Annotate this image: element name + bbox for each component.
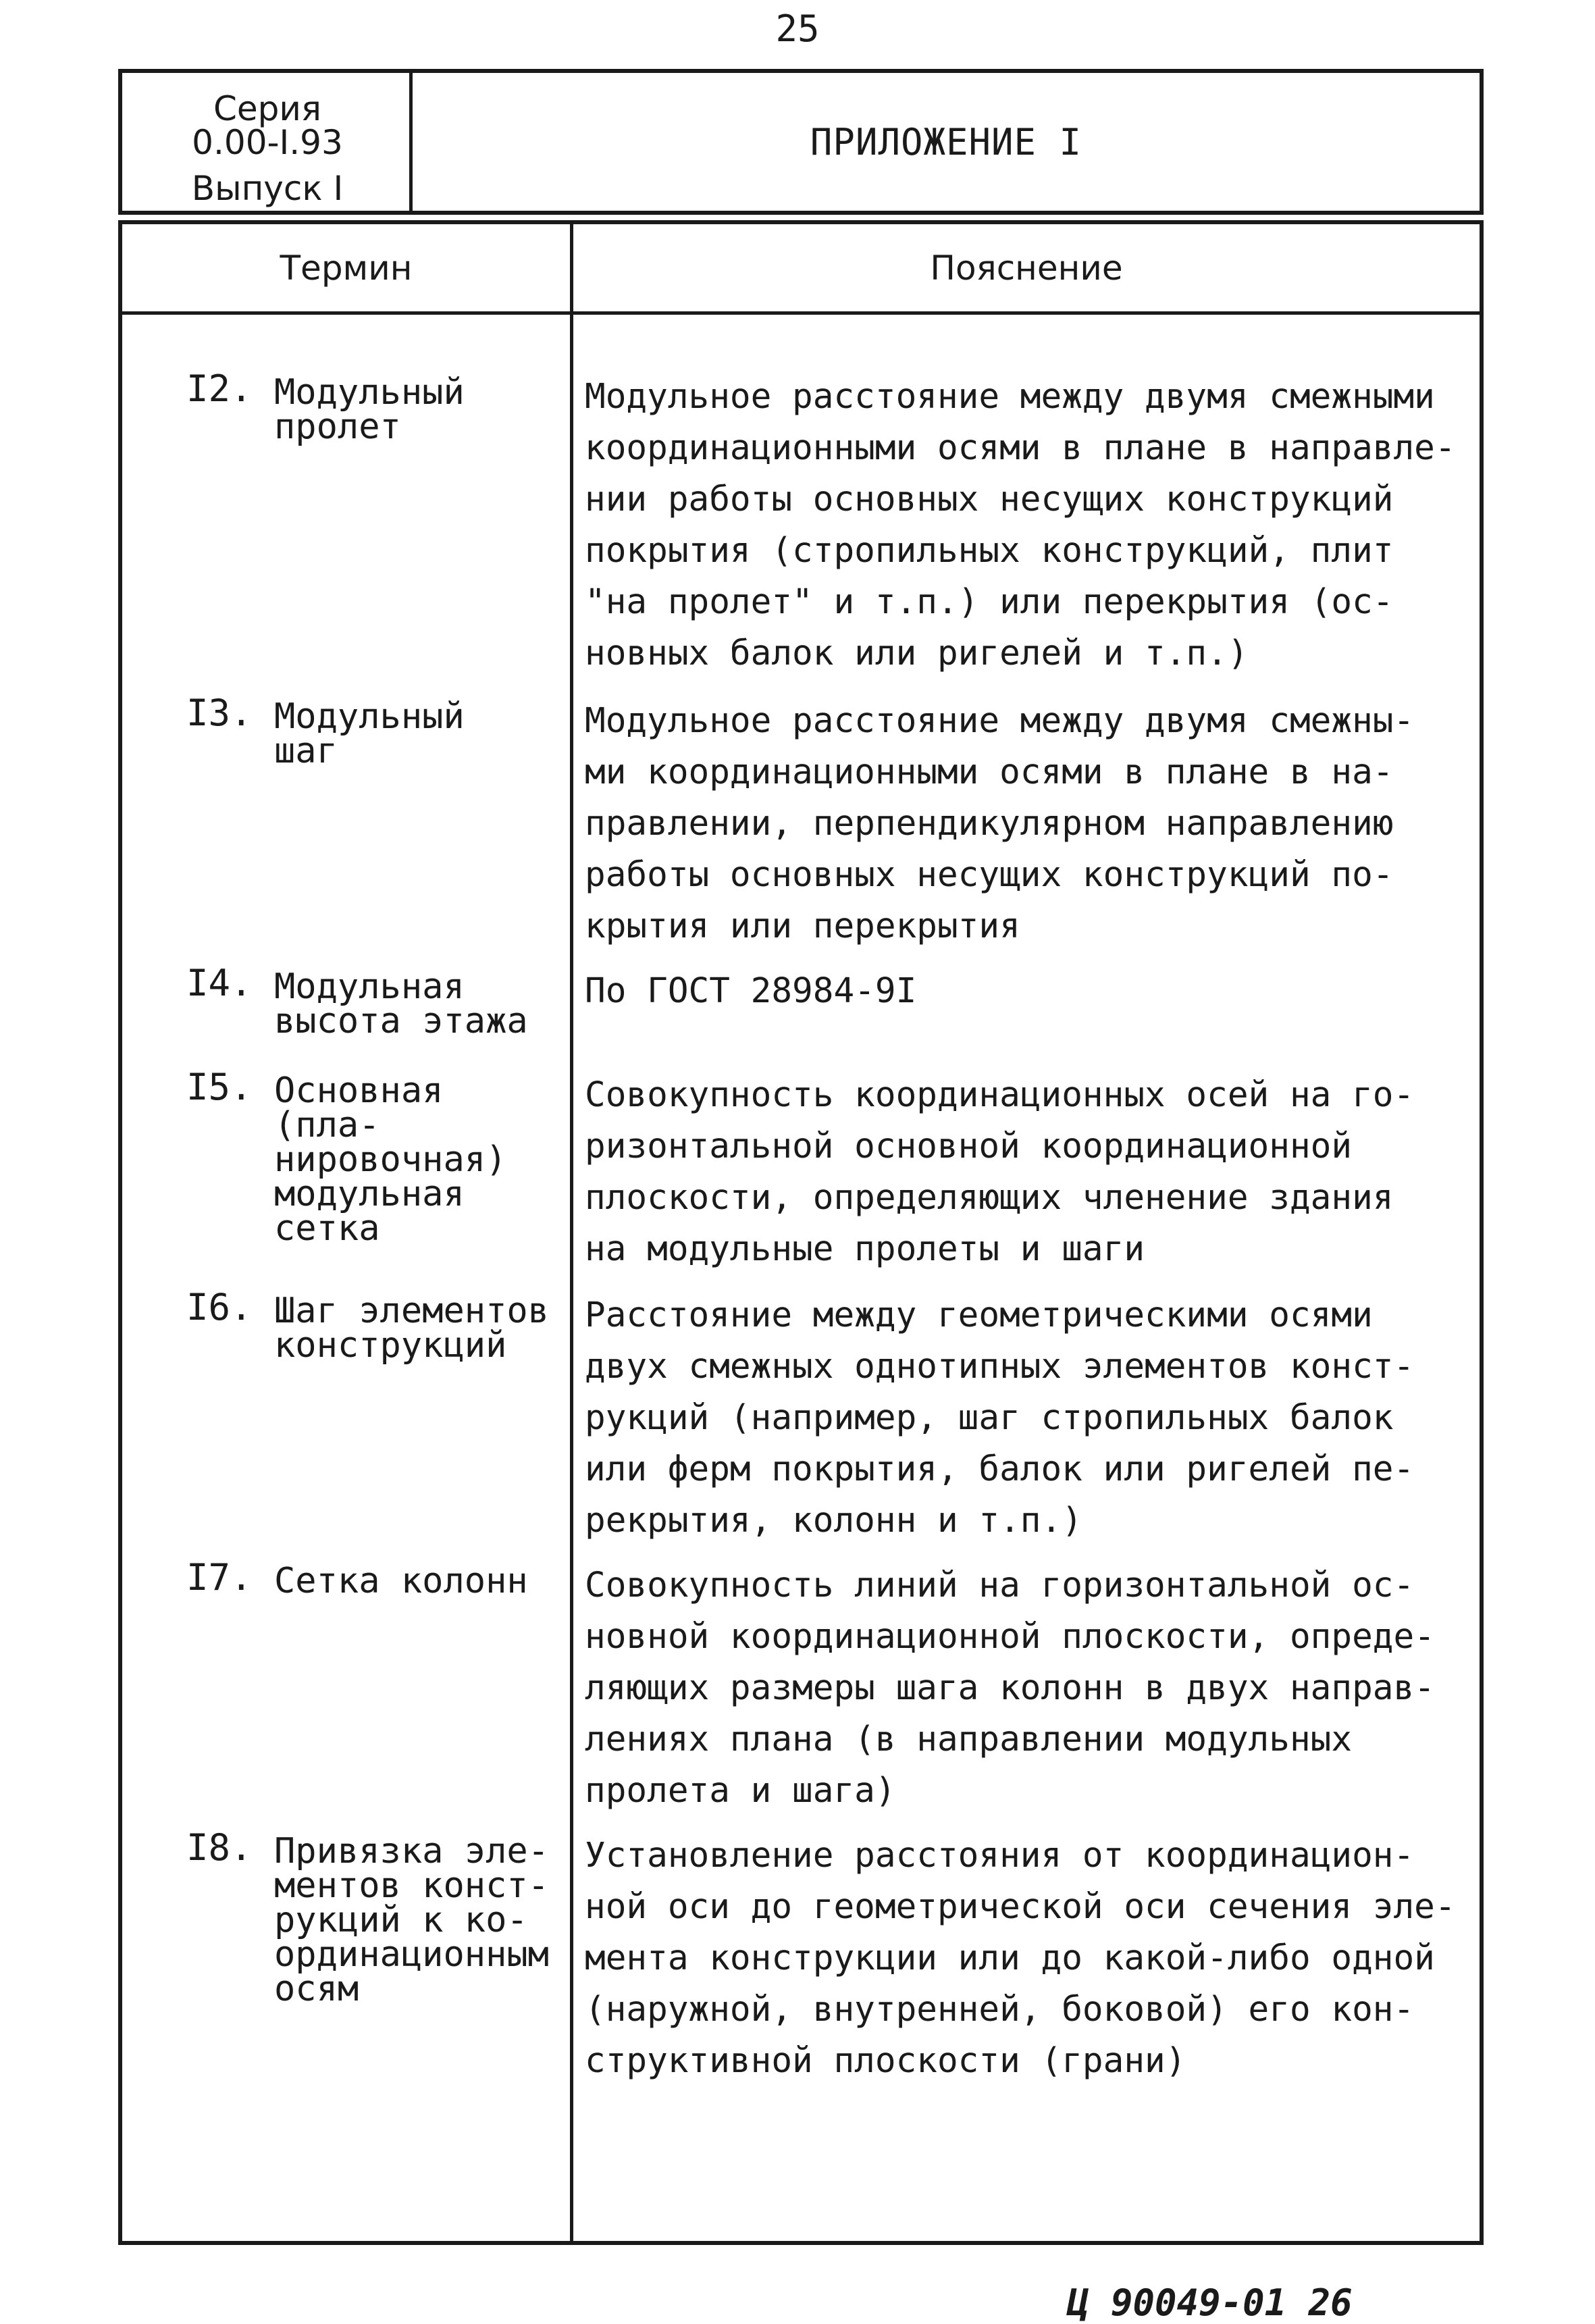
term-number: I2.	[186, 367, 253, 410]
term-number: I7.	[186, 1556, 253, 1599]
term-name: Модульная высота этажа	[274, 966, 528, 1041]
term-name: Основная (пла- нировочная) модульная сетка	[274, 1070, 507, 1249]
term-explanation: Модульное расстояние между двумя смежны- ми координационными осями в плане в на- правлении, перпендикулярном направлению работы основных несущих конструкций по- крытия или перекрытия	[585, 701, 1415, 946]
term-name: Шаг элементов конструкций	[274, 1291, 549, 1366]
term-explanation: Совокупность линий на горизонтальной ос- новной координационной плоскости, опреде- ляющих размеры шага колонн в двух направ- лениях плана (в направлении модульных пролета и шага)	[585, 1566, 1435, 1811]
term-explanation: По ГОСТ 28984-9I	[585, 971, 917, 1011]
term-number: I3.	[186, 692, 253, 734]
series-code: 0.00-I.93	[192, 123, 343, 162]
table-header	[122, 224, 1480, 315]
term-name: Сетка колонн	[274, 1561, 528, 1601]
appendix-title: ПРИЛОЖЕНИЕ I	[810, 120, 1082, 163]
term-explanation: Модульное расстояние между двумя смежными координационными осями в плане в направле- нии работы основных несущих конструкций покрытия (стропильных конструкций, плит "на пролет" и т.п.) или перекрытия (ос- новных балок или ригелей и т.п.)	[585, 377, 1456, 673]
terms-table	[118, 220, 1484, 2245]
term-explanation: Установление расстояния от координацион- ной оси до геометрической оси сечения эле- мента конструкции или до какой-либо одной (наружной, внутренней, боковой) его кон- структивной плоскости (грани)	[585, 1836, 1456, 2081]
term-name: Модульный шаг	[274, 696, 465, 771]
term-number: I5.	[186, 1066, 253, 1108]
issue-label: Выпуск I	[191, 169, 344, 208]
page-number: 25	[775, 7, 820, 50]
series-block	[122, 73, 413, 211]
document-code: Ц 90049-01 26	[1067, 2281, 1353, 2324]
term-explanation: Совокупность координационных осей на го- ризонтальной основной координационной плоскости, определяющих членение здания на модульные пролеты и шаги	[585, 1075, 1415, 1269]
term-number: I8.	[186, 1826, 253, 1869]
term-number: I6.	[186, 1286, 253, 1328]
series-label: Серия	[213, 89, 321, 128]
term-number: I4.	[186, 962, 253, 1004]
term-name: Модульный пролет	[274, 372, 465, 447]
title-block	[118, 69, 1484, 215]
header-term: Термин	[280, 248, 413, 288]
term-explanation: Расстояние между геометрическими осями двух смежных однотипных элементов конст- рукций (например, шаг стропильных балок или ферм покрытия, балок или ригелей пе- рекрытия, колонн и т.п.)	[585, 1295, 1415, 1541]
column-divider	[570, 224, 573, 2241]
header-explanation: Пояснение	[930, 248, 1123, 288]
term-name: Привязка эле- ментов конст- рукций к ко- ординационным осям	[274, 1831, 549, 2009]
